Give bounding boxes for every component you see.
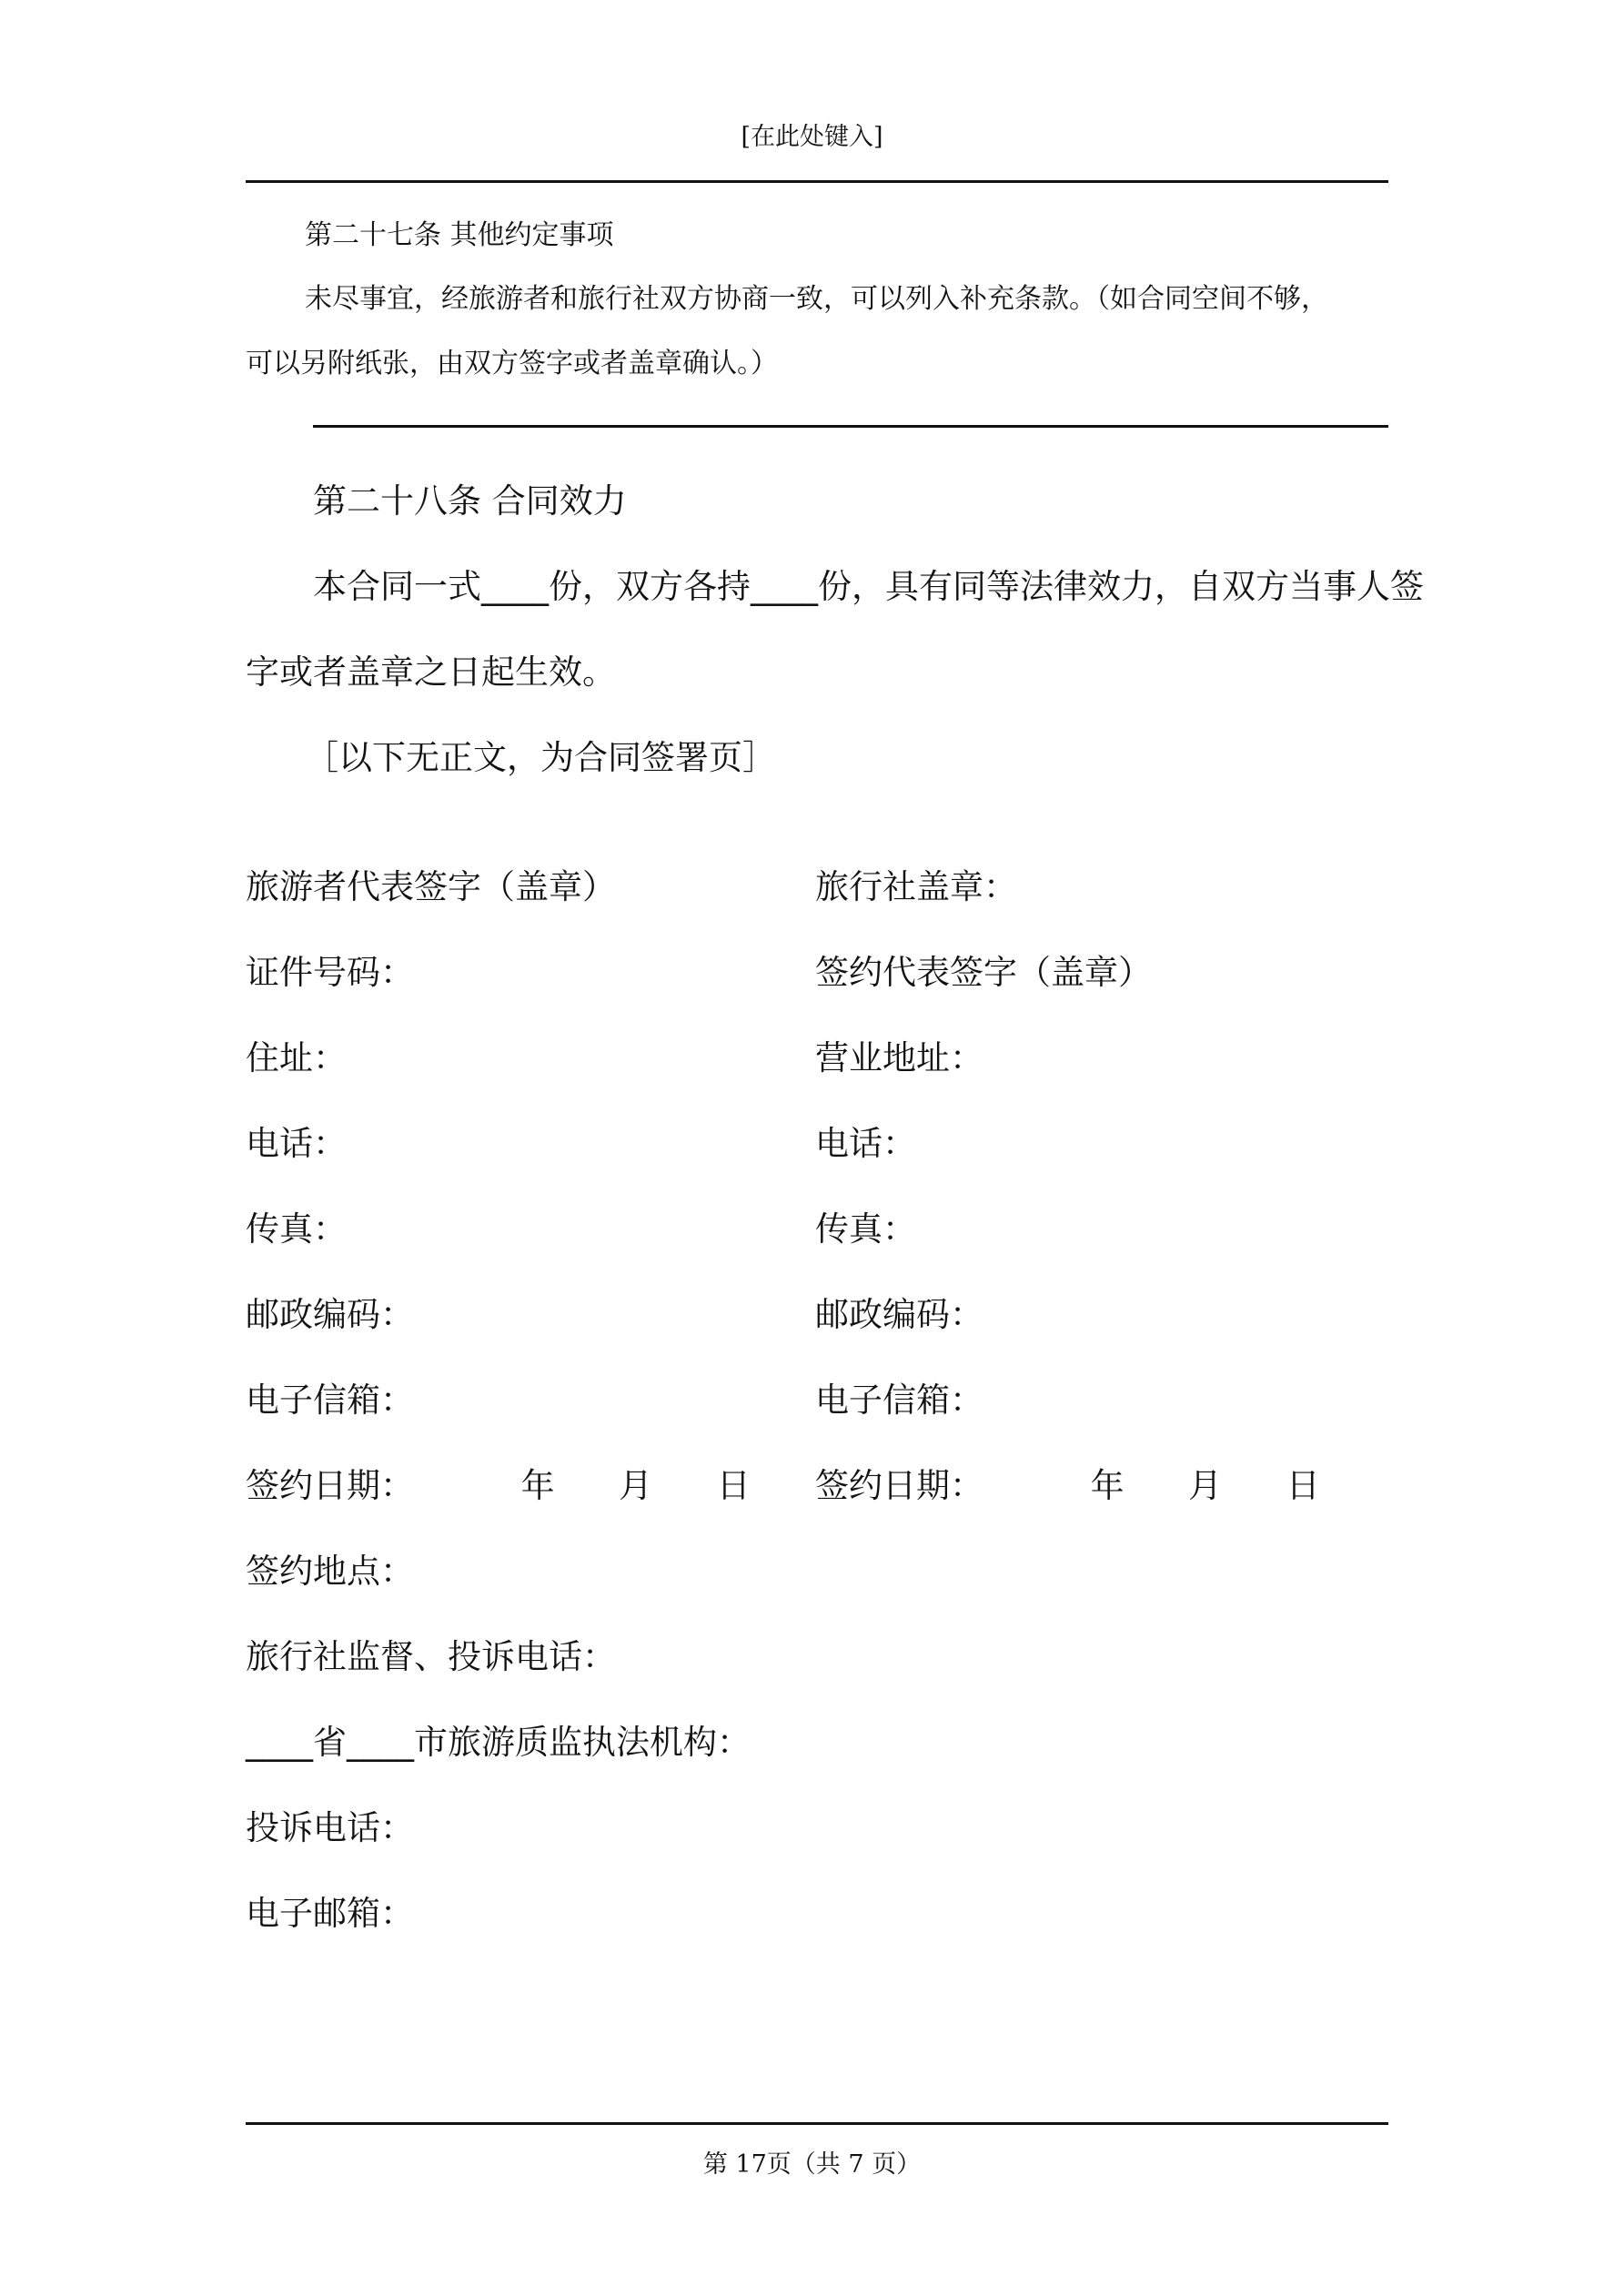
agency-seal: 旅行社盖章： [815, 867, 1017, 906]
agency-postcode: 邮政编码： [815, 1295, 983, 1334]
article-28-note: ［以下无正文，为合同签署页］ [305, 738, 776, 777]
article-27-body-line1: 未尽事宜，经旅游者和旅行社双方协商一致，可以列入补充条款。（如合同空间不够， [305, 283, 1328, 315]
agency-rep-signature: 签约代表签字（盖章） [815, 953, 1152, 992]
article-28-body-line2: 字或者盖章之日起生效。 [246, 652, 616, 692]
traveler-phone: 电话： [246, 1124, 347, 1163]
agency-business-address: 营业地址： [815, 1038, 983, 1077]
traveler-sign-date: 签约日期： 年 月 日 [246, 1466, 751, 1505]
traveler-id-number: 证件号码： [246, 953, 414, 992]
article-28-title: 第二十八条 合同效力 [313, 481, 627, 521]
signing-location: 签约地点： [246, 1552, 414, 1591]
quality-supervision-agency: ____省____市旅游质监执法机构： [246, 1723, 751, 1762]
traveler-rep-signature: 旅游者代表签字（盖章） [246, 867, 616, 906]
article-28-body-line1: 本合同一式____份，双方各持____份，具有同等法律效力，自双方当事人签 [313, 567, 1424, 606]
agency-fax: 传真： [815, 1209, 916, 1249]
article-27-body-line2: 可以另附纸张，由双方签字或者盖章确认。） [246, 348, 778, 379]
complaint-email: 电子邮箱： [246, 1894, 414, 1933]
agency-sign-date: 签约日期： 年 月 日 [815, 1466, 1320, 1505]
page-header: [在此处键入] [741, 123, 883, 151]
traveler-postcode: 邮政编码： [246, 1295, 414, 1334]
complaint-phone: 投诉电话： [246, 1808, 414, 1847]
page-footer: 第 17页（共 7 页） [702, 2150, 922, 2179]
footer-divider [246, 2122, 1388, 2125]
traveler-email: 电子信箱： [246, 1381, 414, 1420]
traveler-fax: 传真： [246, 1209, 347, 1249]
header-divider [246, 180, 1388, 183]
agency-phone: 电话： [815, 1124, 916, 1163]
article-27-blank-line [313, 425, 1388, 428]
traveler-address: 住址： [246, 1038, 347, 1077]
agency-email: 电子信箱： [815, 1381, 983, 1420]
agency-complaint-phone: 旅行社监督、投诉电话： [246, 1637, 616, 1676]
article-27-title: 第二十七条 其他约定事项 [305, 219, 614, 251]
